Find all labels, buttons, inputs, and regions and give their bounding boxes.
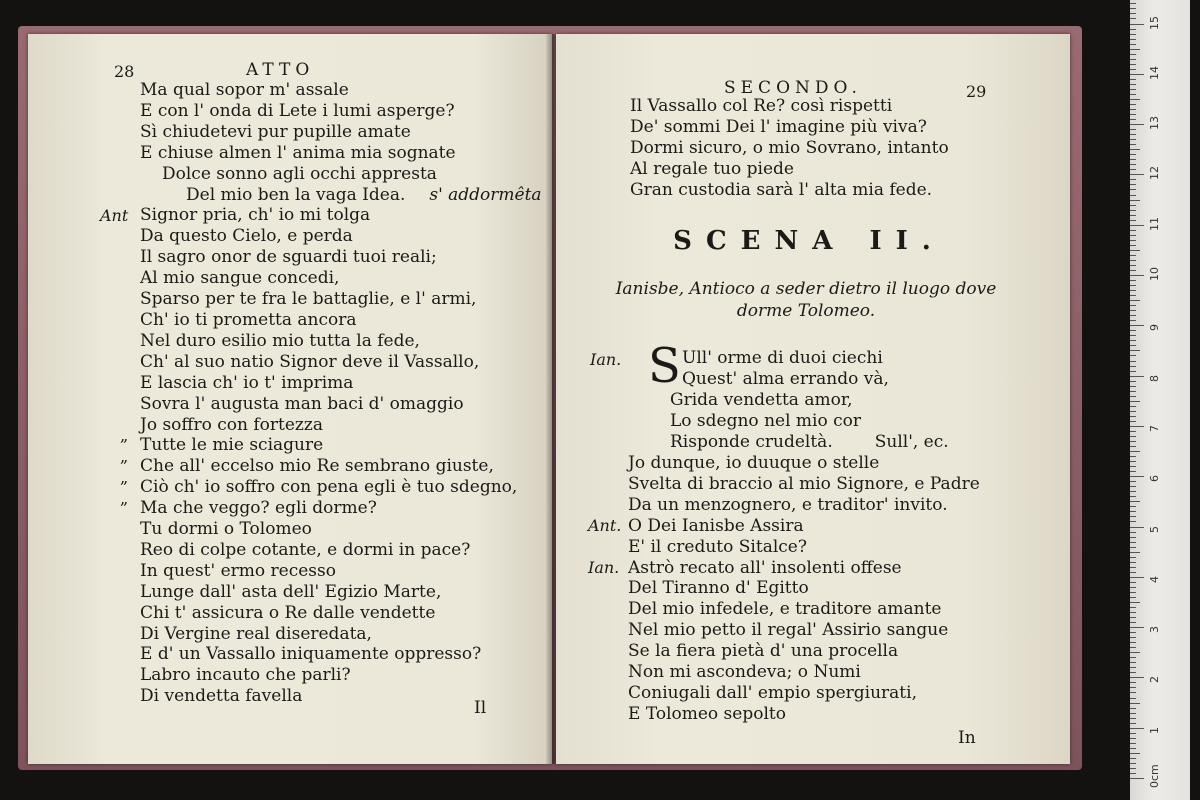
ruler-tick	[1130, 773, 1136, 774]
verse-line: Tu dormi o Tolomeo	[140, 519, 312, 540]
ruler-tick	[1130, 169, 1136, 170]
verse-line: Al regale tuo piede	[630, 158, 794, 179]
ruler-tick	[1130, 240, 1136, 241]
verse-line: Non mi ascondeva; o Numi	[628, 662, 861, 683]
ruler-label: 7	[1148, 424, 1161, 432]
verse-line: Di Vergine real diseredata,	[140, 623, 372, 644]
ruler-tick	[1130, 672, 1136, 673]
ruler-tick	[1130, 39, 1136, 40]
ruler-tick	[1130, 230, 1136, 231]
ruler-tick	[1130, 3, 1136, 4]
verse-line: Gran custodia sarà l' alta mia fede.	[630, 179, 933, 200]
ruler-tick	[1130, 245, 1136, 246]
ruler-tick	[1130, 13, 1136, 14]
verse-line: Nel mio petto il regal' Assirio sangue	[628, 620, 949, 641]
ruler-tick	[1130, 391, 1136, 392]
ruler-tick	[1130, 562, 1136, 563]
aria-line: Quest' alma errando và,	[682, 368, 889, 389]
verse-line: Ma qual sopor m' assale	[140, 80, 349, 100]
ruler-tick	[1130, 552, 1140, 553]
ruler-tick	[1130, 381, 1136, 382]
verse-line: Al mio sangue concedi,	[140, 268, 340, 289]
ruler-tick	[1130, 49, 1140, 50]
verse-line: In quest' ermo recesso	[140, 560, 336, 581]
verse-line: Chi t' assicura o Re dalle vendette	[140, 602, 436, 623]
verse-line: Da questo Cielo, e perda	[140, 226, 353, 247]
running-head: ATTO	[246, 60, 315, 80]
text-block-mid	[628, 453, 980, 725]
verse-line: E chiuse almen l' anima mia sognate	[140, 142, 456, 163]
verse-line: O Dei Ianisbe Assira	[628, 515, 804, 536]
ruler-tick	[1130, 325, 1144, 326]
ruler-tick	[1130, 537, 1136, 538]
ruler-tick	[1130, 637, 1136, 638]
speaker-label: Ian.	[590, 350, 622, 369]
ruler-tick	[1130, 396, 1136, 397]
ruler-tick	[1130, 738, 1136, 739]
ruler-tick	[1130, 486, 1136, 487]
verse-line: Svelta di braccio al mio Signore, e Padre	[628, 473, 980, 494]
verse-line: Reo di colpe cotante, e dormi in pace?	[140, 539, 471, 560]
quote-mark: „	[120, 426, 129, 445]
verse-line: Il sagro onor de sguardi tuoi reali;	[140, 247, 437, 268]
ruler-tick	[1130, 748, 1136, 749]
ruler-tick	[1130, 451, 1140, 452]
ruler-tick	[1130, 657, 1136, 658]
ruler-tick	[1130, 692, 1136, 693]
ruler-tick	[1130, 582, 1136, 583]
ruler-tick	[1130, 461, 1136, 462]
ruler-tick	[1130, 718, 1136, 719]
verse-line: Da un menzognero, e traditor' invito.	[628, 494, 948, 515]
verse-line: E' il creduto Sitalce?	[628, 536, 807, 557]
ruler-tick	[1130, 753, 1140, 754]
ruler-tick	[1130, 350, 1140, 351]
verse-line: Dolce sonno agli occhi appresta	[162, 163, 437, 184]
ruler-tick	[1130, 592, 1136, 593]
ruler-label: 5	[1148, 525, 1161, 533]
text-block-top	[630, 96, 949, 201]
ruler-tick	[1130, 642, 1136, 643]
ruler-tick	[1130, 340, 1136, 341]
verse-line: Il Vassallo col Re? così rispetti	[630, 96, 893, 116]
ruler-tick	[1130, 542, 1136, 543]
ruler-tick	[1130, 476, 1144, 477]
ruler-tick	[1130, 18, 1136, 19]
verse-text: Del mio ben la vaga Idea.	[186, 184, 406, 205]
ruler-tick	[1130, 265, 1136, 266]
ruler-tick	[1130, 602, 1140, 603]
ruler-tick	[1130, 481, 1136, 482]
ruler-tick	[1130, 235, 1136, 236]
ruler-tick	[1130, 411, 1136, 412]
verse-line: Jo dunque, io duuque o stelle	[628, 453, 880, 473]
verse-line: Sparso per te fra le battaglie, e l' armi,	[140, 289, 477, 310]
ruler-tick	[1130, 355, 1136, 356]
page-number: 29	[966, 82, 987, 101]
ruler-tick	[1130, 466, 1136, 467]
right-page	[556, 34, 1070, 764]
ruler-tick	[1130, 607, 1136, 608]
ruler-tick	[1130, 179, 1136, 180]
catchword: In	[958, 728, 976, 748]
aria-block	[682, 348, 889, 390]
aria-line: Grida vendetta amor,	[670, 390, 853, 410]
verse-line: Del mio infedele, e traditore amante	[628, 599, 942, 620]
ruler-tick	[1130, 768, 1136, 769]
ruler-tick	[1130, 124, 1144, 125]
ruler-tick	[1130, 159, 1136, 160]
ruler-tick	[1130, 743, 1136, 744]
ruler-tick	[1130, 164, 1136, 165]
ruler-tick	[1130, 361, 1136, 362]
ruler-tick	[1130, 667, 1136, 668]
ruler-label: 8	[1148, 374, 1161, 382]
ruler-label: 0cm	[1148, 764, 1161, 788]
ruler-tick	[1130, 547, 1136, 548]
ruler-tick	[1130, 280, 1136, 281]
ruler-tick	[1130, 516, 1136, 517]
ruler-tick	[1130, 446, 1136, 447]
verse-line: Di vendetta favella	[140, 686, 303, 707]
speaker-label: Ian.	[588, 558, 620, 577]
verse-line: Coniugali dall' empio spergiurati,	[628, 682, 917, 703]
ruler-tick	[1130, 215, 1136, 216]
ruler-tick	[1130, 627, 1144, 628]
ruler-tick	[1130, 511, 1136, 512]
ruler-tick	[1130, 79, 1136, 80]
ruler-label: 11	[1148, 216, 1161, 231]
ruler-tick	[1130, 59, 1136, 60]
ruler-tick	[1130, 200, 1140, 201]
ruler-tick	[1130, 74, 1144, 75]
verse-line: Ma che veggo? egli dorme?	[140, 498, 377, 519]
ruler-label: 4	[1148, 575, 1161, 583]
ruler-label: 6	[1148, 475, 1161, 483]
verse-line: Labro incauto che parli?	[140, 665, 351, 686]
ruler-tick	[1130, 557, 1136, 558]
stage-direction: s' addormêta	[429, 184, 542, 205]
ruler-tick	[1130, 144, 1136, 145]
ruler-tick	[1130, 441, 1136, 442]
ruler-tick	[1130, 496, 1136, 497]
speaker-label: Ant	[100, 206, 129, 225]
ruler-label: 14	[1148, 65, 1161, 80]
ruler-tick	[1130, 723, 1136, 724]
verse-line: Sì chiudetevi pur pupille amate	[140, 121, 411, 142]
ruler-tick	[1130, 652, 1140, 653]
running-head: SECONDO.	[724, 78, 862, 98]
ruler-tick	[1130, 708, 1136, 709]
ruler-tick	[1130, 260, 1136, 261]
ruler-tick	[1130, 24, 1144, 25]
ruler-tick	[1130, 275, 1144, 276]
ruler-tick	[1130, 662, 1136, 663]
ruler-tick	[1130, 195, 1136, 196]
measuring-ruler	[1130, 0, 1190, 800]
drop-capital: S	[648, 338, 681, 394]
ruler-tick	[1130, 149, 1140, 150]
ruler-label: 15	[1148, 15, 1161, 30]
verse-line: Se la fiera pietà d' una procella	[628, 641, 899, 662]
ruler-tick	[1130, 572, 1136, 573]
aria-line: Ull' orme di duoi ciechi	[682, 348, 883, 368]
ruler-tick	[1130, 255, 1136, 256]
ruler-tick	[1130, 687, 1136, 688]
ruler-tick	[1130, 527, 1144, 528]
ruler-tick	[1130, 34, 1136, 35]
ruler-tick	[1130, 295, 1136, 296]
ruler-tick	[1130, 184, 1136, 185]
ruler-tick	[1130, 617, 1136, 618]
ruler-tick	[1130, 305, 1136, 306]
left-page	[28, 34, 552, 764]
ruler-tick	[1130, 69, 1136, 70]
ruler-tick	[1130, 647, 1136, 648]
ruler-label: 3	[1148, 626, 1161, 634]
ruler-label: 10	[1148, 267, 1161, 281]
ruler-tick	[1130, 44, 1136, 45]
ruler-tick	[1130, 345, 1136, 346]
ruler-tick	[1130, 758, 1136, 759]
verse-line: Dormi sicuro, o mio Sovrano, intanto	[630, 137, 949, 158]
ruler-tick	[1130, 320, 1136, 321]
verse-line: Del Tiranno d' Egitto	[628, 578, 809, 599]
ruler-tick	[1130, 376, 1144, 377]
ruler-tick	[1130, 713, 1136, 714]
ruler-tick	[1130, 532, 1136, 533]
verse-line: Jo soffro con fortezza	[140, 414, 323, 435]
quote-mark: „	[120, 489, 129, 508]
ruler-tick	[1130, 104, 1136, 105]
ruler-tick	[1130, 677, 1144, 678]
ruler-tick	[1130, 416, 1136, 417]
ruler-tick	[1130, 54, 1136, 55]
aria-block-2	[670, 390, 949, 453]
verse-line: Signor pria, ch' io mi tolga	[140, 205, 371, 226]
ruler-tick	[1130, 426, 1144, 427]
ruler-label: 9	[1148, 324, 1161, 332]
ruler-tick	[1130, 330, 1136, 331]
ruler-tick	[1130, 501, 1140, 502]
ruler-tick	[1130, 139, 1136, 140]
ruler-label: 12	[1148, 166, 1161, 181]
ruler-tick	[1130, 622, 1136, 623]
ruler-tick	[1130, 89, 1136, 90]
ruler-tick	[1130, 189, 1136, 190]
ruler-tick	[1130, 406, 1136, 407]
ruler-tick	[1130, 632, 1136, 633]
catchword: Il	[474, 698, 487, 718]
ruler-tick	[1130, 285, 1136, 286]
quote-mark: „	[120, 447, 129, 466]
verse-line: Astrò recato all' insolenti offese	[628, 557, 902, 578]
page-number: 28	[114, 62, 135, 81]
ruler-tick	[1130, 703, 1140, 704]
ruler-tick	[1130, 129, 1136, 130]
ruler-tick	[1130, 421, 1136, 422]
ruler-tick	[1130, 698, 1136, 699]
ruler-tick	[1130, 300, 1140, 301]
ruler-tick	[1130, 436, 1136, 437]
speaker-label: Ant.	[588, 516, 622, 535]
ruler-tick	[1130, 94, 1136, 95]
ruler-tick	[1130, 386, 1136, 387]
verse-line: Tutte le mie sciagure	[140, 435, 324, 456]
ruler-tick	[1130, 134, 1136, 135]
rubric-line: Ianisbe, Antioco a seder dietro il luogo dove	[615, 279, 997, 299]
ruler-tick	[1130, 220, 1136, 221]
ruler-tick	[1130, 64, 1136, 65]
ruler-tick	[1130, 682, 1136, 683]
aria-repeat: Sull', ec.	[874, 431, 949, 452]
ruler-tick	[1130, 506, 1136, 507]
ruler-tick	[1130, 366, 1136, 367]
verse-line: E lascia ch' io t' imprima	[140, 372, 354, 393]
ruler-label: 2	[1148, 676, 1161, 684]
ruler-tick	[1130, 315, 1136, 316]
ruler-tick	[1130, 733, 1136, 734]
ruler-tick	[1130, 99, 1140, 100]
ruler-tick	[1130, 401, 1140, 402]
ruler-tick	[1130, 114, 1136, 115]
ruler-tick	[1130, 612, 1136, 613]
ruler-tick	[1130, 84, 1136, 85]
ruler-tick	[1130, 597, 1136, 598]
verse-line	[140, 185, 542, 206]
ruler-label: 13	[1148, 116, 1161, 131]
ruler-tick	[1130, 174, 1144, 175]
text-block	[140, 80, 542, 707]
ruler-tick	[1130, 431, 1136, 432]
quote-mark: „	[120, 468, 129, 487]
verse-line: Ciò ch' io soffro con pena egli è tuo sdegno,	[140, 477, 518, 498]
ruler-tick	[1130, 8, 1136, 9]
verse-line: E d' un Vassallo iniquamente oppresso?	[140, 644, 482, 665]
ruler-tick	[1130, 109, 1136, 110]
aria-text: Risponde crudeltà.	[670, 431, 833, 452]
ruler-tick	[1130, 270, 1136, 271]
ruler-tick	[1130, 728, 1144, 729]
rubric-line: dorme Tolomeo.	[736, 301, 876, 321]
ruler-tick	[1130, 371, 1136, 372]
ruler-tick	[1130, 587, 1136, 588]
aria-line: Lo sdegno nel mio cor	[670, 410, 861, 431]
ruler-tick	[1130, 521, 1136, 522]
verse-line: Lunge dall' asta dell' Egizio Marte,	[140, 581, 442, 602]
ruler-tick	[1130, 119, 1136, 120]
verse-line: Ch' al suo natio Signor deve il Vassallo,	[140, 351, 480, 372]
ruler-tick	[1130, 567, 1136, 568]
ruler-tick	[1130, 471, 1136, 472]
verse-line: Che all' eccelso mio Re sembrano giuste,	[140, 456, 494, 477]
ruler-tick	[1130, 763, 1136, 764]
ruler-tick	[1130, 154, 1136, 155]
verse-line: Ch' io ti prometta ancora	[140, 309, 357, 330]
ruler-tick	[1130, 290, 1136, 291]
verse-line: Nel duro esilio mio tutta la fede,	[140, 330, 420, 351]
verse-line: Sovra l' augusta man baci d' omaggio	[140, 393, 464, 414]
ruler-tick	[1130, 29, 1136, 30]
ruler-tick	[1130, 250, 1140, 251]
verse-line: De' sommi Dei l' imagine più viva?	[630, 116, 927, 137]
aria-line	[670, 432, 949, 453]
ruler-tick	[1130, 491, 1136, 492]
scene-title: SCENA II.	[673, 226, 945, 256]
verse-line: E con l' onda di Lete i lumi asperge?	[140, 100, 455, 121]
ruler-tick	[1130, 225, 1144, 226]
ruler-tick	[1130, 456, 1136, 457]
ruler-label: 1	[1148, 726, 1161, 734]
ruler-tick	[1130, 577, 1144, 578]
verse-line: E Tolomeo sepolto	[628, 703, 786, 724]
ruler-tick	[1130, 778, 1144, 779]
stage-rubric	[596, 278, 1016, 322]
ruler-tick	[1130, 335, 1136, 336]
ruler-tick	[1130, 310, 1136, 311]
ruler-tick	[1130, 205, 1136, 206]
ruler-tick	[1130, 210, 1136, 211]
